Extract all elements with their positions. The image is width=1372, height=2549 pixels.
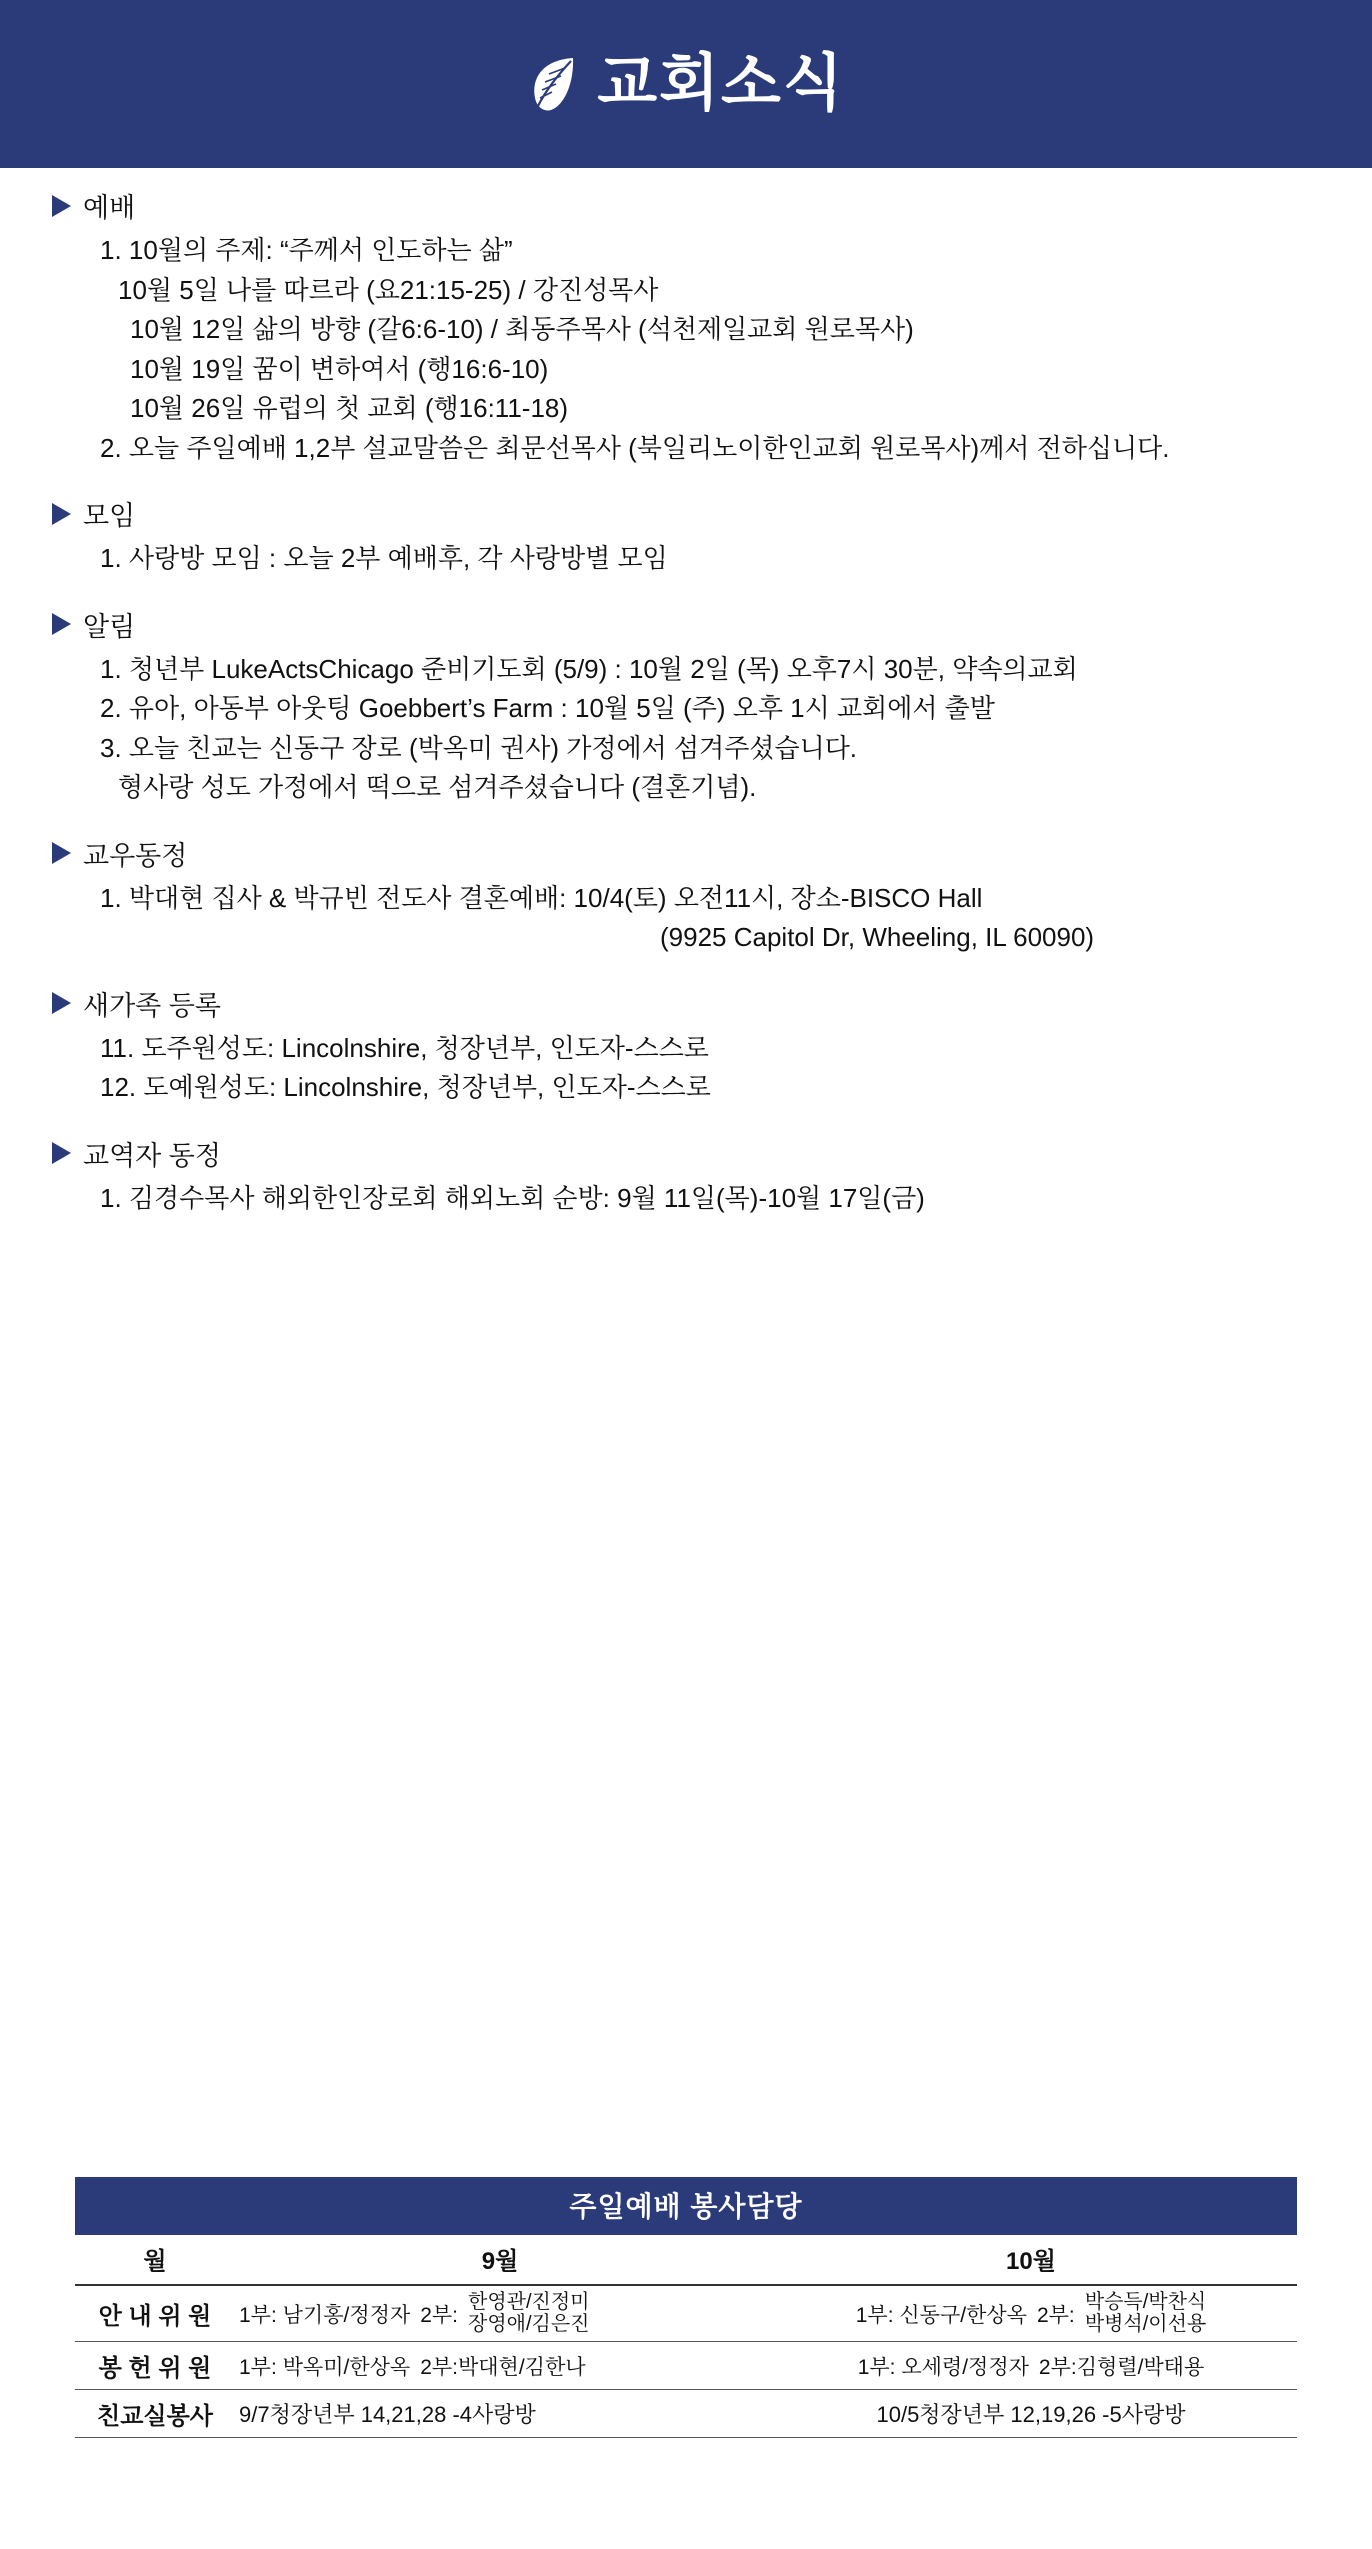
section-title: 알림 <box>83 611 136 642</box>
offering-oct-first: 1부: 오세령/정정자 <box>857 2355 1029 2379</box>
list-item: 10월 5일 나를 따르라 (요21:15-25) / 강진성목사 <box>118 274 659 305</box>
offering-sep-first: 1부: 박옥미/한상옥 <box>239 2355 411 2379</box>
section-header <box>30 186 1342 225</box>
list-item: 10월 19일 꿈이 변하여서 (행16:6-10) <box>130 353 549 384</box>
triangle-bullet-icon <box>52 503 71 525</box>
ushers-sep-second-label: 2부: <box>420 2303 458 2327</box>
section-title: 교우동정 <box>83 840 188 871</box>
list-item: 10월 26일 유럽의 첫 교회 (행16:11-18) <box>130 393 569 424</box>
ushers-oct-second-label: 2부: <box>1036 2303 1075 2327</box>
section-notices <box>30 605 1342 808</box>
cell-offering-october <box>765 2342 1297 2390</box>
section-title: 예배 <box>83 193 136 223</box>
row-label-fellowship: 친교실봉사 <box>75 2390 235 2438</box>
section-header <box>30 984 1342 1023</box>
list-item: 1. 10월의 주제: “주께서 인도하는 삶” <box>100 235 513 265</box>
section-header <box>30 494 1342 533</box>
ushers-sep-second-top: 한영관/진정미 <box>468 2291 590 2313</box>
list-item: 3. 오늘 친교는 신동구 장로 (박옥미 권사) 가정에서 섬겨주셨습니다. <box>100 732 858 763</box>
section-title: 교역자 동정 <box>83 1140 221 1171</box>
cell-fellowship-september: 9/7청장년부 14,21,28 -4사랑방 <box>235 2390 765 2438</box>
section-header <box>30 834 1342 873</box>
offering-oct-second-label: 2부:김형렬/박태용 <box>1038 2355 1205 2379</box>
table-row <box>75 2285 1297 2342</box>
triangle-bullet-icon <box>52 992 71 1014</box>
ushers-oct-second-bottom: 박병석/이선용 <box>1084 2312 1207 2335</box>
section-lines <box>30 650 1342 808</box>
ushers-oct-second-top: 박승득/박찬식 <box>1084 2291 1207 2313</box>
table-row <box>75 2342 1297 2390</box>
table-header-row <box>75 2235 1297 2285</box>
section-header <box>30 605 1342 644</box>
list-item: 1. 김경수목사 해외한인장로회 해외노회 순방: 9월 11일(목)-10월 17일(금) <box>100 1182 925 1213</box>
list-item: 1. 사랑방 모임 : 오늘 2부 예배후, 각 사랑방별 모임 <box>100 543 668 574</box>
cell-ushers-september <box>235 2285 765 2342</box>
list-item: 11. 도주원성도: Lincolnshire, 청장년부, 인도자-스스로 <box>100 1032 709 1063</box>
section-pastoral-news <box>30 1134 1342 1219</box>
list-item: 2. 유아, 아동부 아웃팅 Goebbert’s Farm : 10월 5일 (주) 오후 1시 교회에서 출발 <box>100 693 995 724</box>
list-item: 형사랑 성도 가정에서 떡으로 섬겨주셨습니다 (결혼기념). <box>118 772 757 803</box>
column-header-september: 9월 <box>235 2235 765 2285</box>
section-lines <box>30 231 1342 468</box>
list-item: (9925 Capitol Dr, Wheeling, IL 60090) <box>660 922 1095 953</box>
row-label-ushers: 안 내 위 원 <box>75 2285 235 2342</box>
section-lines <box>30 879 1342 958</box>
triangle-bullet-icon <box>52 195 71 217</box>
section-lines <box>30 539 1342 579</box>
triangle-bullet-icon <box>52 613 71 635</box>
duty-table-section <box>75 2177 1297 2438</box>
cell-offering-september <box>235 2342 765 2390</box>
list-item: 1. 박대현 집사 & 박규빈 전도사 결혼예배: 10/4(토) 오전11시, 장소-BISCO Hall <box>100 882 983 913</box>
page-title: 교회소식 <box>597 49 845 118</box>
triangle-bullet-icon <box>52 1142 71 1164</box>
leaf-icon <box>527 54 579 114</box>
ushers-sep-second-bottom: 장영애/김은진 <box>468 2312 590 2335</box>
section-meetings <box>30 494 1342 579</box>
ushers-oct-first: 1부: 신동구/한상옥 <box>855 2303 1027 2327</box>
list-item: 12. 도예원성도: Lincolnshire, 청장년부, 인도자-스스로 <box>100 1072 711 1103</box>
section-title: 새가족 등록 <box>83 990 221 1021</box>
section-header <box>30 1134 1342 1173</box>
list-item: 10월 12일 삶의 방향 (갈6:6-10) / 최동주목사 (석천제일교회 원로목사) <box>130 314 914 345</box>
section-member-news <box>30 834 1342 958</box>
row-label-offering: 봉 헌 위 원 <box>75 2342 235 2390</box>
column-header-october: 10월 <box>765 2235 1297 2285</box>
triangle-bullet-icon <box>52 842 71 864</box>
list-item: 1. 청년부 LukeActsChicago 준비기도회 (5/9) : 10월 2일 (목) 오후7시 30분, 약속의교회 <box>100 653 1078 684</box>
duty-table-title: 주일예배 봉사담당 <box>75 2177 1297 2235</box>
duty-table-body <box>75 2285 1297 2438</box>
section-worship <box>30 186 1342 468</box>
duty-table <box>75 2235 1297 2438</box>
announcements-body <box>0 168 1372 1218</box>
page-header <box>0 0 1372 168</box>
section-new-family <box>30 984 1342 1108</box>
section-lines <box>30 1029 1342 1108</box>
section-title: 모임 <box>83 501 136 532</box>
section-lines <box>30 1179 1342 1219</box>
cell-ushers-october <box>765 2285 1297 2342</box>
list-item: 2. 오늘 주일예배 1,2부 설교말씀은 최문선목사 (북일리노이한인교회 원로목사)께서 전하십니다. <box>100 432 1170 463</box>
duty-table-head <box>75 2235 1297 2285</box>
ushers-sep-first: 1부: 남기홍/정정자 <box>239 2303 411 2327</box>
cell-fellowship-october: 10/5청장년부 12,19,26 -5사랑방 <box>765 2390 1297 2438</box>
table-row <box>75 2390 1297 2438</box>
column-header-month: 월 <box>75 2235 235 2285</box>
offering-sep-second-label: 2부:박대현/김한나 <box>420 2355 586 2379</box>
